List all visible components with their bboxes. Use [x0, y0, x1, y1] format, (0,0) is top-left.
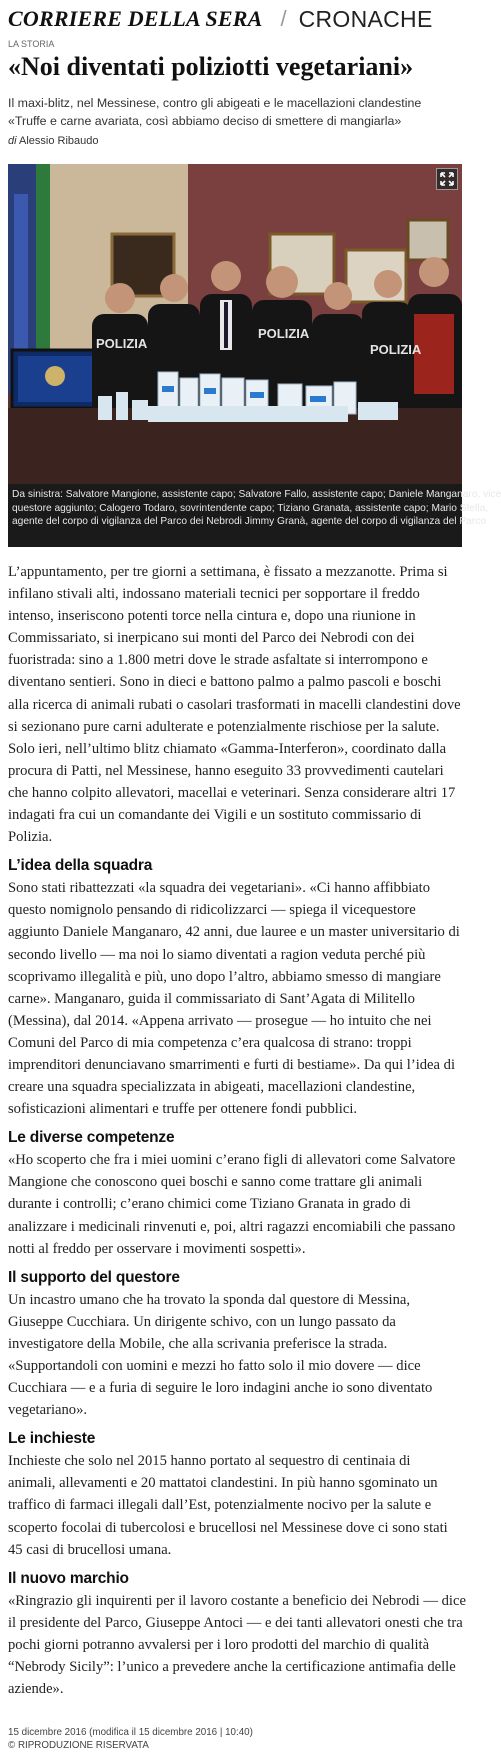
- article-photo[interactable]: [8, 164, 462, 484]
- article-kicker: LA STORIA: [8, 39, 55, 49]
- masthead: [0, 0, 470, 32]
- author-name[interactable]: Alessio Ribaudo: [19, 135, 99, 147]
- rights-notice: © RIPRODUZIONE RISERVATA: [8, 1740, 149, 1752]
- paragraph-line: 45 casi di brucellosi umana.: [8, 1541, 172, 1558]
- paragraph-line: Polizia.: [8, 829, 53, 846]
- article-paragraph: [8, 1149, 462, 1259]
- section-heading: Le inchieste: [8, 1430, 96, 1448]
- section-heading: Le diverse competenze: [8, 1129, 175, 1147]
- paragraph-line: il presidente del Parco, Giuseppe Antoci — e dei tanti allevatori onesti che tra: [8, 1614, 463, 1631]
- paragraph-line: si sezionano pure carni adulterate e potenzialmente rischiose per la salute.: [8, 718, 440, 735]
- expand-photo-button[interactable]: [436, 168, 458, 190]
- paragraph-line: analizzare i medicinali rinvenuti e, poi, altri ragazzi encomiabili che passano: [8, 1218, 456, 1235]
- section-heading: L’idea della squadra: [8, 857, 153, 875]
- paragraph-line: Sono stati ribattezzati «la squadra dei vegetariani». «Ci hanno affibbiato: [8, 880, 431, 897]
- vest-text: POLIZIA: [96, 336, 148, 351]
- paragraph-line: infilano stivali alti, indossano materiali tecnici per sopportare il freddo: [8, 586, 420, 603]
- newspaper-logo[interactable]: CORRIERE DELLA SERA: [8, 6, 263, 31]
- section-heading: Il nuovo marchio: [8, 1569, 129, 1587]
- paragraph-line: alla ricerca di animali rubati o casolari trasformati in macelli clandestini dove: [8, 696, 461, 713]
- paragraph-line: pochi giorni potranno avvalersi per i loro prodotti del marchio di qualità: [8, 1636, 430, 1653]
- expand-icon: [440, 172, 454, 186]
- paragraph-line: durante i controlli; c’erano chimici come Tiziano Granata in grado di: [8, 1196, 411, 1213]
- caption-line: agente del corpo di vigilanza del Parco dei Nebrodi Jimmy Granà, agente del corpo di vigilanza del Parco: [12, 516, 486, 528]
- paragraph-line: sofisticazioni alimentari e truffe per ottenere fondi pubblici.: [8, 1101, 358, 1118]
- paragraph-line: notti al freddo per osservare i movimenti sospetti».: [8, 1240, 306, 1257]
- vest-text: POLIZIA: [370, 342, 422, 357]
- article-paragraph: [8, 1450, 462, 1560]
- summary-line: Il maxi-blitz, nel Messinese, contro gli abigeati e le macellazioni clandestine: [8, 96, 422, 110]
- paragraph-line: creare una squadra specializzata in abigeati, macellazioni clandestine,: [8, 1079, 416, 1096]
- paragraph-line: vegetariano».: [8, 1402, 88, 1419]
- section-link[interactable]: CRONACHE: [298, 5, 433, 32]
- paragraph-line: animali, allevamenti e 20 mattatoi clandestini. In più hanno sgominato un: [8, 1475, 438, 1492]
- article-headline: «Noi diventati poliziotti vegetariani»: [8, 52, 414, 81]
- paragraph-line: imprenditori denunciavano smarrimenti e furti di bestiame». Da qui l’idea di: [8, 1056, 456, 1073]
- article-paragraph: [8, 1590, 466, 1700]
- caption-line: questore aggiunto; Calogero Todaro, sovrintendente capo; Tiziano Granata, assistente capo; Mario Stella,: [12, 502, 489, 514]
- paragraph-line: “Nebrody Sicily”: l’unico a prevedere anche la certificazione antimafia delle: [8, 1659, 456, 1676]
- paragraph-line: (Messina), dal 2014. «Appena arrivato — prosegue — ho intuito che nei: [8, 1012, 432, 1029]
- paragraph-line: Inchieste che solo nel 2015 hanno portato al sequestro di centinaia di: [8, 1453, 411, 1470]
- paragraph-line: carne». Manganaro, guida il commissariato di Sant’Agata di Militello: [8, 990, 415, 1007]
- paragraph-line: «Supportandoli con uomini e mezzi ho fatto solo il mio dovere — dice: [8, 1358, 421, 1374]
- paragraph-line: intenso, inseriscono potenti torce nella cintura e, dopo una riunione in: [8, 608, 416, 625]
- article-paragraph: [8, 561, 462, 848]
- paragraph-line: Un incastro umano che ha trovato la sponda dal questore di Messina,: [8, 1291, 411, 1308]
- paragraph-line: Giuseppe Cucchiara. Un dirigente schivo, con un lungo passato da: [8, 1313, 396, 1330]
- caption-line: Da sinistra: Salvatore Mangione, assistente capo; Salvatore Fallo, assistente capo; Daniele Manganaro, vice: [12, 489, 501, 500]
- paragraph-line: che hanno colpito allevatori, macellai e veterinari. Senza considerare altri 17: [8, 784, 456, 801]
- masthead-separator: /: [280, 6, 287, 31]
- section-heading: Il supporto del questore: [8, 1268, 180, 1286]
- publication-date: 15 dicembre 2016 (modifica il 15 dicembre 2016 | 10:40): [8, 1727, 253, 1739]
- summary-line: «Truffe e carne avariata, così abbiamo deciso di smettere di mangiarla»: [8, 114, 402, 128]
- paragraph-line: questo nomignolo pensando di ridicolizzarci — spiega il vicequestore: [8, 902, 416, 919]
- paragraph-line: fuoristrada: sino a 1.800 metri dove le strade asfaltate si interrompono e: [8, 652, 428, 669]
- paragraph-line: Solo ieri, nell’ultimo blitz chiamato «Gamma-Interferon», coordinato dalla: [8, 740, 447, 757]
- article-paragraph: [8, 1289, 462, 1422]
- article-body: [0, 547, 470, 1700]
- paragraph-line: aggiunto Daniele Manganaro, 42 anni, due lauree e un master universitario di: [8, 924, 460, 941]
- paragraph-line: aziende».: [8, 1681, 64, 1698]
- paragraph-line: Cucchiara — e a furia di seguire le loro indagini anche io sono diventato: [8, 1380, 433, 1397]
- byline: [0, 130, 470, 150]
- paragraph-line: L’appuntamento, per tre giorni a settimana, è fissato a mezzanotte. Prima si: [8, 564, 448, 580]
- vest-text: POLIZIA: [258, 326, 310, 341]
- photo-illustration: [8, 164, 462, 484]
- photo-caption: [8, 484, 501, 547]
- paragraph-line: Commissariato, si inerpicano sui monti del Parco dei Nebrodi con dei: [8, 630, 415, 647]
- paragraph-line: secondo livello — ma noi lo siamo diventati a ragion veduta perché più: [8, 946, 426, 963]
- article-paragraph: [8, 877, 462, 1120]
- paragraph-line: indagati fra cui un comandante dei Vigili e un sostituto commissario di: [8, 807, 422, 824]
- paragraph-line: traffico di farmaci illegali dall’Est, potenzialmente nocivo per la salute e: [8, 1497, 432, 1514]
- article-summary: [0, 82, 470, 130]
- paragraph-line: Mangione che conoscono quei boschi e sanno come trattare gli animali: [8, 1174, 423, 1191]
- byline-prefix: di: [8, 135, 17, 147]
- paragraph-line: scoprivamo illegalità e più, uno dopo l’altro, abbiamo smesso di mangiare: [8, 968, 441, 985]
- paragraph-line: «Ho scoperto che fra i miei uomini c’erano figli di allevatori come Salvatore: [8, 1152, 456, 1169]
- paragraph-line: diventano sentieri. Sono in dieci e battono palmo a palmo pascoli e boschi: [8, 674, 442, 691]
- paragraph-line: procura di Patti, nel Messinese, hanno eseguito 33 provvedimenti cautelari: [8, 762, 444, 779]
- paragraph-line: investigatore della Mobile, che alla scrivania preferisce la strada.: [8, 1335, 388, 1352]
- paragraph-line: scoperto focolai di tubercolosi e brucellosi nel Messinese dove ci sono stati: [8, 1519, 448, 1536]
- article-footer: [0, 1700, 470, 1752]
- paragraph-line: «Ringrazio gli inquirenti per il lavoro costante a beneficio dei Nebrodi — dice: [8, 1592, 466, 1609]
- paragraph-line: Comuni del Parco di mia competenza c’era qualcosa di strano: troppi: [8, 1034, 412, 1051]
